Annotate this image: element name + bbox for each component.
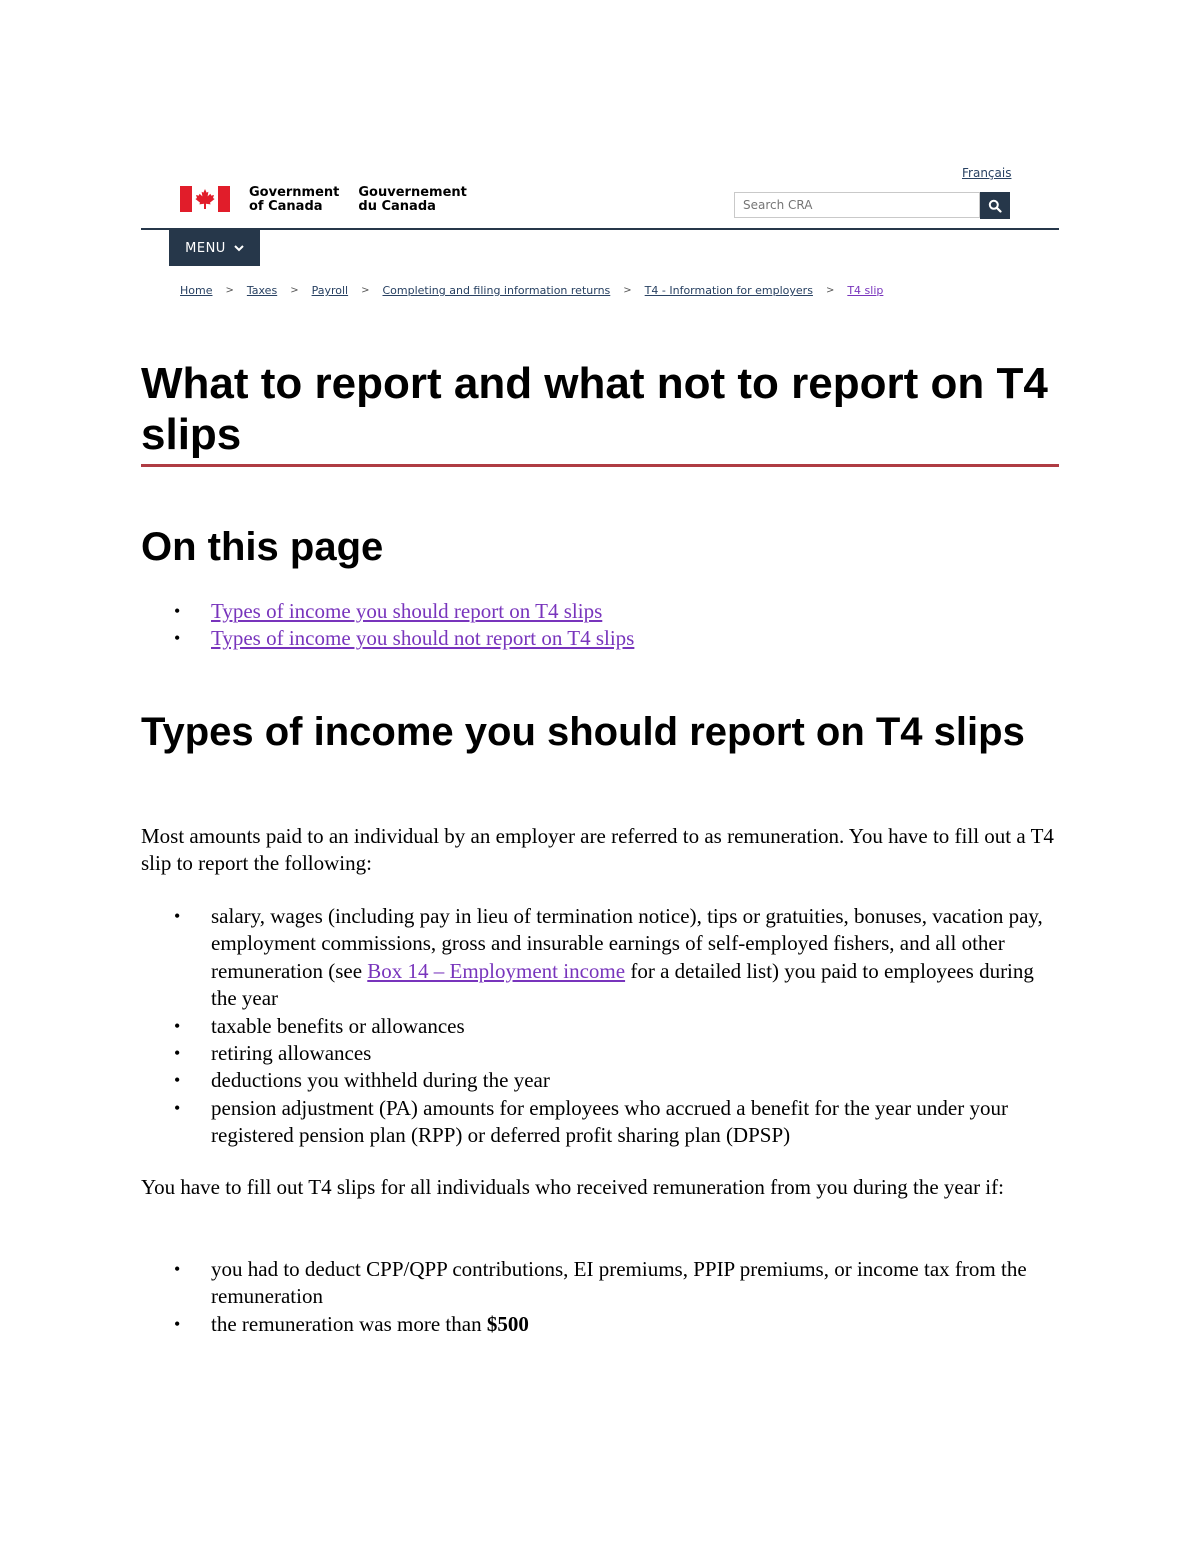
chevron-down-icon bbox=[234, 244, 244, 252]
breadcrumb-separator: > bbox=[290, 285, 299, 296]
breadcrumb-separator: > bbox=[361, 285, 370, 296]
list-item bbox=[141, 625, 1059, 652]
page-title: What to report and what not to report on T4 slips bbox=[141, 359, 1048, 459]
conditions-list bbox=[141, 1256, 1059, 1338]
search-input[interactable] bbox=[734, 192, 980, 218]
on-this-page-list bbox=[141, 598, 1059, 653]
list-item bbox=[141, 598, 1059, 625]
breadcrumb-t4-slip[interactable]: T4 slip bbox=[847, 284, 884, 297]
list-item: • taxable benefits or allowances bbox=[141, 1013, 1059, 1040]
search-form bbox=[734, 192, 1010, 219]
search-icon bbox=[988, 199, 1002, 213]
header-divider bbox=[141, 228, 1059, 230]
section-heading-should-report: Types of income you should report on T4 slips bbox=[141, 710, 1025, 754]
list-item: • pension adjustment (PA) amounts for employees who accrued a benefit for the year under your registered pension plan (RPP) or deferred profit sharing plan (DPSP) bbox=[141, 1095, 1059, 1150]
breadcrumb-t4-employers[interactable]: T4 - Information for employers bbox=[644, 284, 813, 297]
amount-threshold: $500 bbox=[486, 1311, 529, 1336]
report-items-list bbox=[141, 903, 1059, 1150]
toc-link-should-report[interactable]: Types of income you should report on T4 slips bbox=[211, 599, 603, 623]
toc-link-should-not-report[interactable]: Types of income you should not report on T4 slips bbox=[211, 626, 635, 651]
breadcrumb-separator: > bbox=[623, 285, 632, 296]
title-underline bbox=[141, 464, 1059, 467]
list-item: • retiring allowances bbox=[141, 1040, 1059, 1067]
search-button[interactable] bbox=[980, 192, 1010, 219]
list-item: • the remuneration was more than $500 bbox=[141, 1311, 1059, 1338]
language-toggle-link[interactable]: Français bbox=[962, 166, 1012, 180]
breadcrumb-payroll[interactable]: Payroll bbox=[311, 284, 349, 297]
on-this-page-heading: On this page bbox=[141, 525, 384, 569]
breadcrumb-taxes[interactable]: Taxes bbox=[246, 284, 278, 297]
section-intro-paragraph: Most amounts paid to an individual by an employer are referred to as remuneration. You have to fill out a T4 slip to report the following: bbox=[141, 824, 1054, 876]
brand-english: Government of Canada bbox=[249, 185, 340, 214]
breadcrumb bbox=[180, 284, 883, 297]
government-of-canada-signature[interactable] bbox=[180, 186, 486, 214]
conditions-intro-paragraph: You have to fill out T4 slips for all individuals who received remuneration from you during the year if: bbox=[141, 1175, 1004, 1199]
breadcrumb-separator: > bbox=[825, 285, 835, 296]
box-14-link[interactable]: Box 14 – Employment income bbox=[367, 958, 626, 983]
breadcrumb-home[interactable]: Home bbox=[180, 284, 213, 297]
list-item: • you had to deduct CPP/QPP contributions, EI premiums, PPIP premiums, or income tax from the remuneration bbox=[141, 1256, 1059, 1311]
brand-french: Gouvernement du Canada bbox=[358, 185, 467, 214]
menu-button[interactable]: MENU bbox=[169, 230, 260, 266]
breadcrumb-information-returns[interactable]: Completing and filing information returns bbox=[382, 284, 611, 297]
list-item: • salary, wages (including pay in lieu of termination notice), tips or gratuities, bonuses, vacation pay, employment commissions, gross and insurable earnings of self-employed fishers, and all other remuneration (see Box 14 – Employment income for a detailed list) you paid to employees during the year bbox=[141, 903, 1059, 1013]
canada-flag-icon bbox=[180, 186, 230, 212]
breadcrumb-separator: > bbox=[225, 285, 234, 296]
list-item: • deductions you withheld during the year bbox=[141, 1067, 1059, 1094]
